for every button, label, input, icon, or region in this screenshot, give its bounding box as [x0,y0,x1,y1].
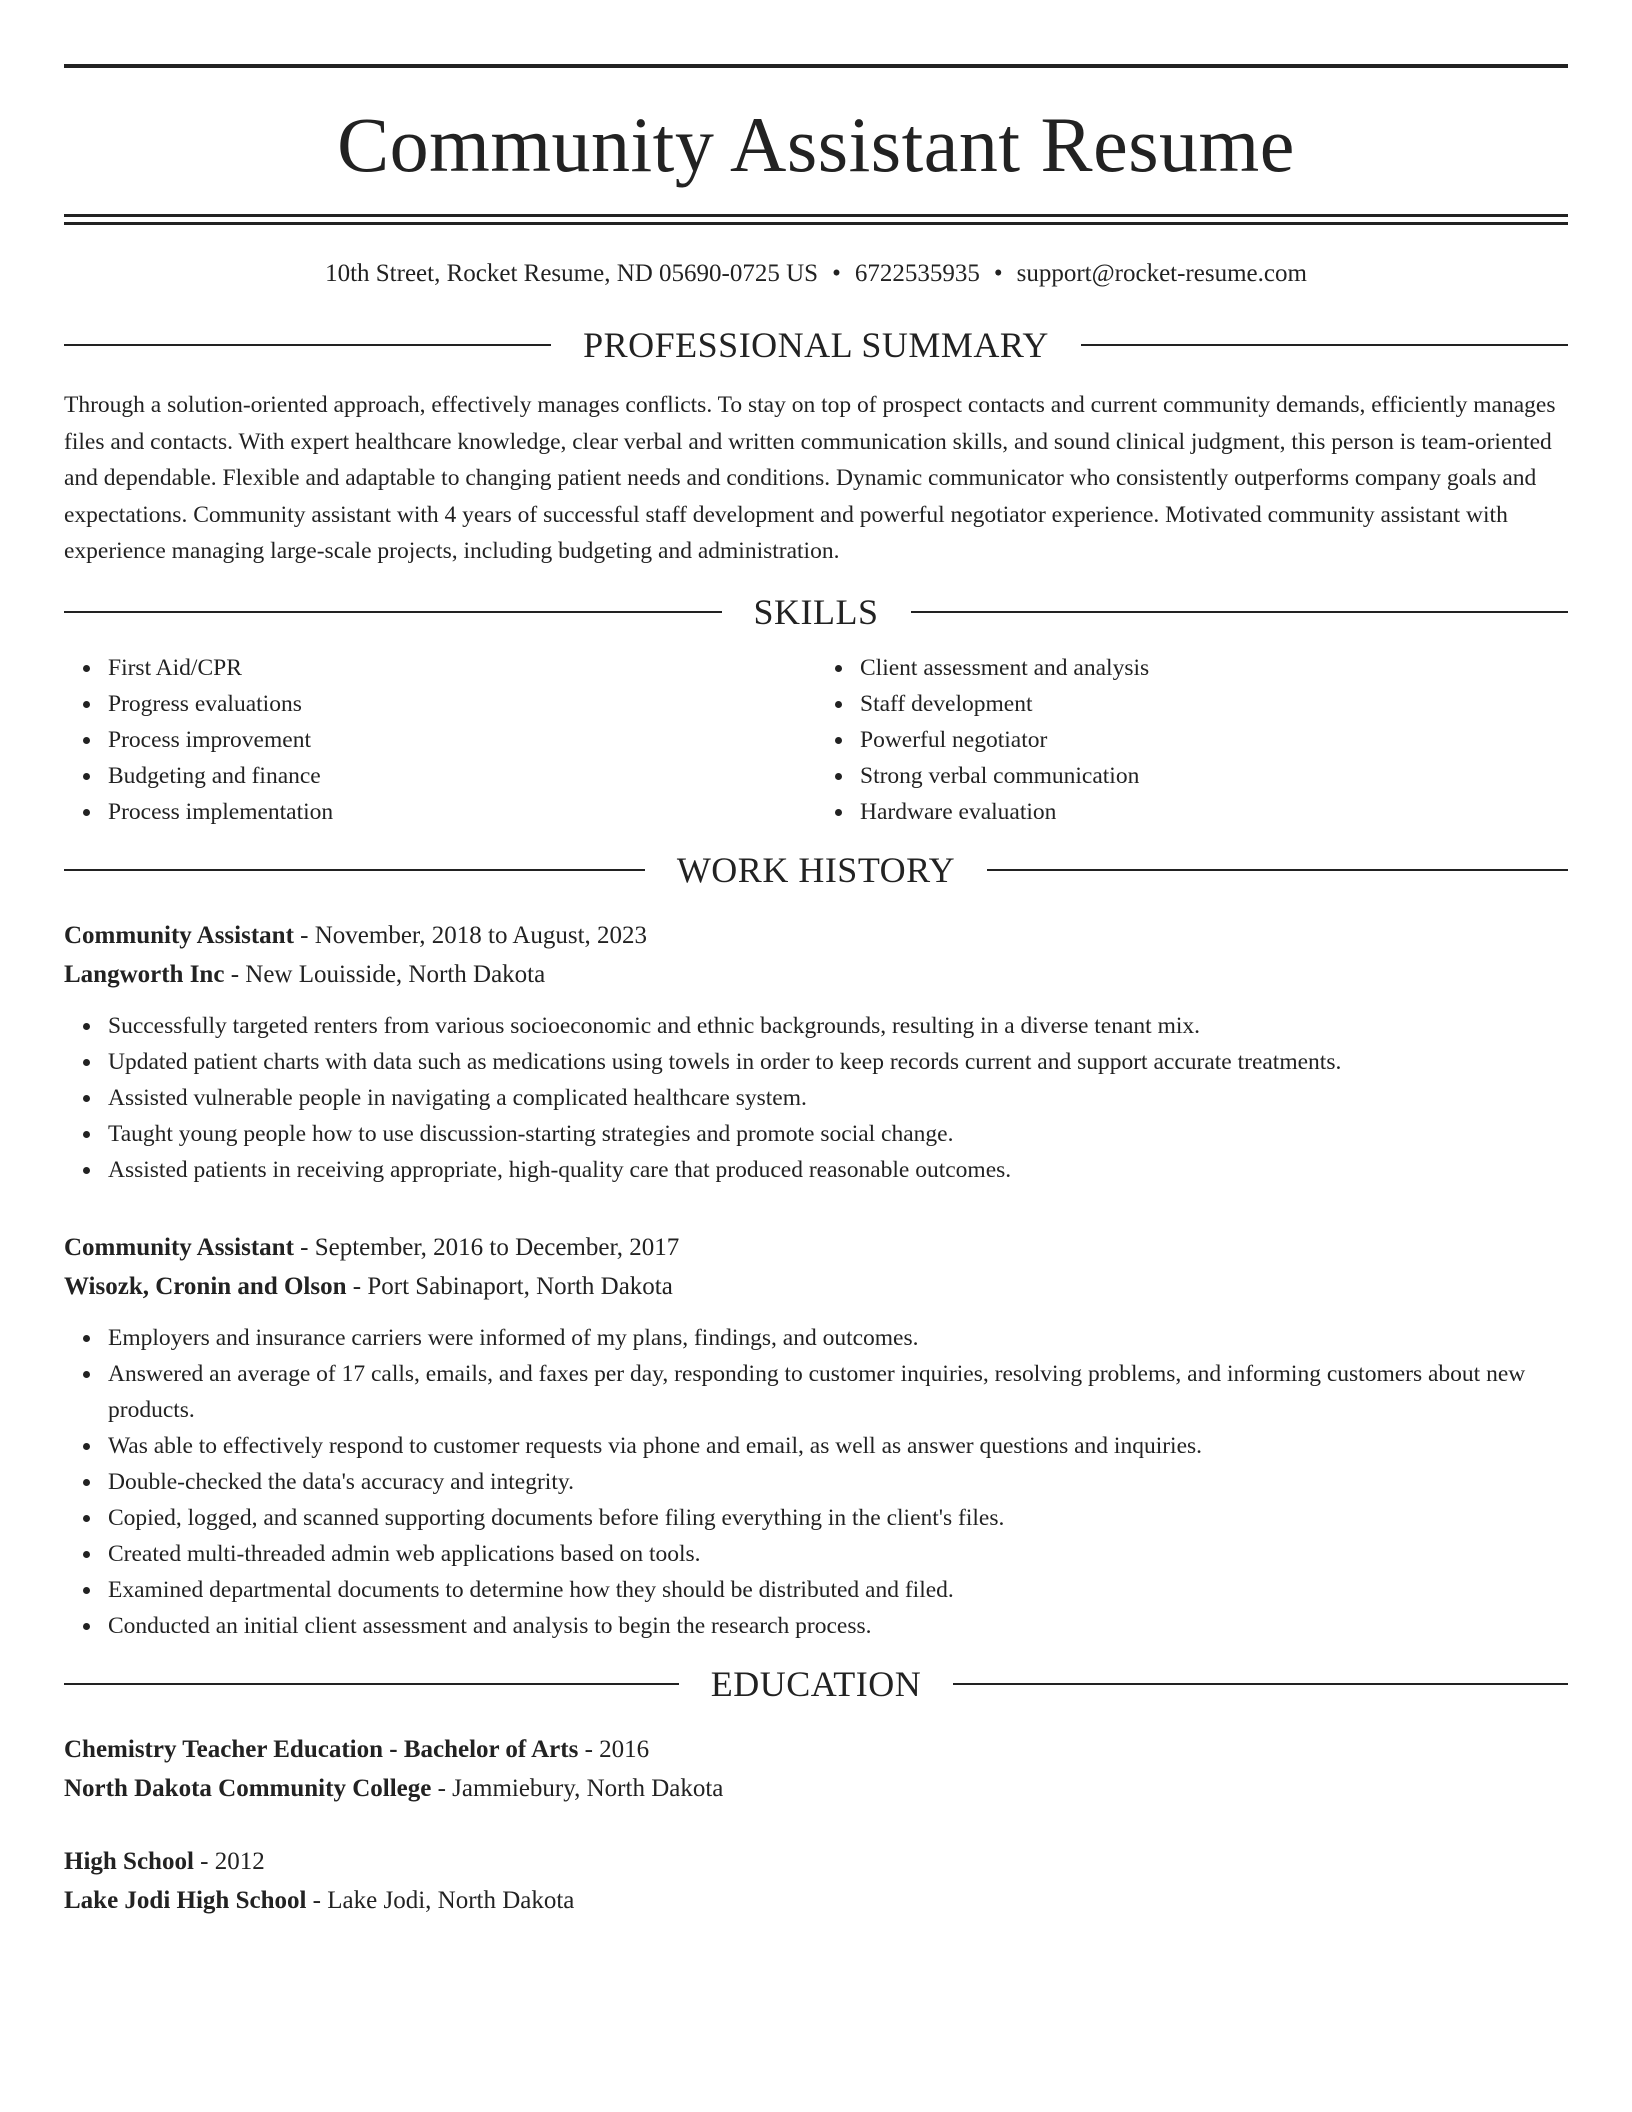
job-bullet: Created multi-threaded admin web applications based on tools. [108,1536,1568,1572]
skills-column-left [64,650,816,830]
education-school-line [64,1881,1568,1920]
skill-item: Client assessment and analysis [860,650,1568,686]
skills-column-right [816,650,1568,830]
job-bullet: Answered an average of 17 calls, emails, and faxes per day, responding to customer inquiries, resolving problems, and informing customers about new products. [108,1356,1568,1428]
section-heading-skills [64,592,1568,632]
job-bullet: Examined departmental documents to determine how they should be distributed and filed. [108,1572,1568,1608]
job-title-line [64,916,1568,955]
section-heading-summary [64,325,1568,365]
education-year: - 2012 [193,1847,265,1875]
job-bullet: Assisted vulnerable people in navigating a complicated healthcare system. [108,1080,1568,1116]
job-bullet: Double-checked the data's accuracy and integrity. [108,1464,1568,1500]
job-bullets [64,1320,1568,1644]
education-degree-line [64,1730,1568,1769]
job-company-line [64,955,1568,994]
job-title-line [64,1228,1568,1267]
job-title: Community Assistant [64,921,294,949]
skill-item: Process improvement [108,722,816,758]
contact-phone: 6722535935 [854,260,980,287]
contact-separator: • [993,260,1003,287]
skill-item: Hardware evaluation [860,794,1568,830]
job-bullet: Was able to effectively respond to customer requests via phone and email, as well as answer questions and inquiries. [108,1428,1568,1464]
skill-item: First Aid/CPR [108,650,816,686]
education-degree: Chemistry Teacher Education - Bachelor of Arts [64,1735,579,1763]
job-location: - Port Sabinaport, North Dakota [346,1272,673,1300]
education-degree-line [64,1842,1568,1881]
job-title: Community Assistant [64,1233,294,1261]
section-heading-label: WORK HISTORY [676,849,956,890]
skill-item: Process implementation [108,794,816,830]
summary-text: Through a solution-oriented approach, effectively manages conflicts. To stay on top of prospect contacts and current community demands, efficiently manages files and contacts. With expert healthcare knowledge, clear verbal and written communication skills, and sound clinical judgment, this person is team-oriented and dependable. Flexible and adaptable to changing patient needs and conditions. Dynamic communicator who consistently outperforms company goals and expectations. Community assistant with 4 years of successful staff development and powerful negotiator experience. Motivated community assistant with experience managing large-scale projects, including budgeting and administration. [64,392,1556,564]
job-bullet: Copied, logged, and scanned supporting documents before filing everything in the client's files. [108,1500,1568,1536]
education-degree: High School [64,1847,194,1875]
job-bullets [64,1008,1568,1188]
job-location: - New Louisside, North Dakota [224,960,546,988]
education-location: - Jammiebury, North Dakota [431,1774,724,1802]
education-school: Lake Jodi High School [64,1886,307,1914]
education-school: North Dakota Community College [64,1774,432,1802]
job-bullet: Updated patient charts with data such as medications using towels in order to keep records current and support accurate treatments. [108,1044,1568,1080]
skill-item: Strong verbal communication [860,758,1568,794]
job-dates: - November, 2018 to August, 2023 [293,921,648,949]
section-heading-label: PROFESSIONAL SUMMARY [583,325,1049,365]
skill-item: Budgeting and finance [108,758,816,794]
education-entry [64,1842,1568,1920]
skill-item: Progress evaluations [108,686,816,722]
contact-address: 10th Street, Rocket Resume, ND 05690-0725 US [325,260,819,287]
job-bullet: Successfully targeted renters from various socioeconomic and ethnic backgrounds, resulting in a diverse tenant mix. [108,1008,1568,1044]
job-bullet: Taught young people how to use discussion-starting strategies and promote social change. [108,1116,1568,1152]
job-company: Langworth Inc [64,960,225,988]
resume-page [64,64,1568,1920]
title-double-rule [64,214,1568,225]
job-bullet: Conducted an initial client assessment and analysis to begin the research process. [108,1608,1568,1644]
education-year: - 2016 [578,1735,650,1763]
job-bullet: Assisted patients in receiving appropriate, high-quality care that produced reasonable outcomes. [108,1152,1568,1188]
education-school-line [64,1769,1568,1808]
section-heading-work [64,850,1568,890]
job-dates: - September, 2016 to December, 2017 [293,1233,680,1261]
contact-separator: • [832,260,841,287]
job-company-line [64,1267,1568,1306]
section-heading-label: EDUCATION [710,1663,922,1704]
job-entry [64,916,1568,1188]
top-rule [64,64,1568,68]
skill-item: Staff development [860,686,1568,722]
section-heading-education [64,1664,1568,1704]
resume-title: Community Assistant Resume [337,101,1295,188]
education-location: - Lake Jodi, North Dakota [306,1886,575,1914]
skill-item: Powerful negotiator [860,722,1568,758]
section-heading-label: SKILLS [753,591,879,632]
job-entry [64,1228,1568,1644]
job-company: Wisozk, Cronin and Olson [64,1272,347,1300]
education-entry [64,1730,1568,1808]
contact-line [64,259,1568,289]
contact-email: support@rocket-resume.com [1016,260,1307,287]
skills-list [64,650,1568,830]
job-bullet: Employers and insurance carriers were informed of my plans, findings, and outcomes. [108,1320,1568,1356]
